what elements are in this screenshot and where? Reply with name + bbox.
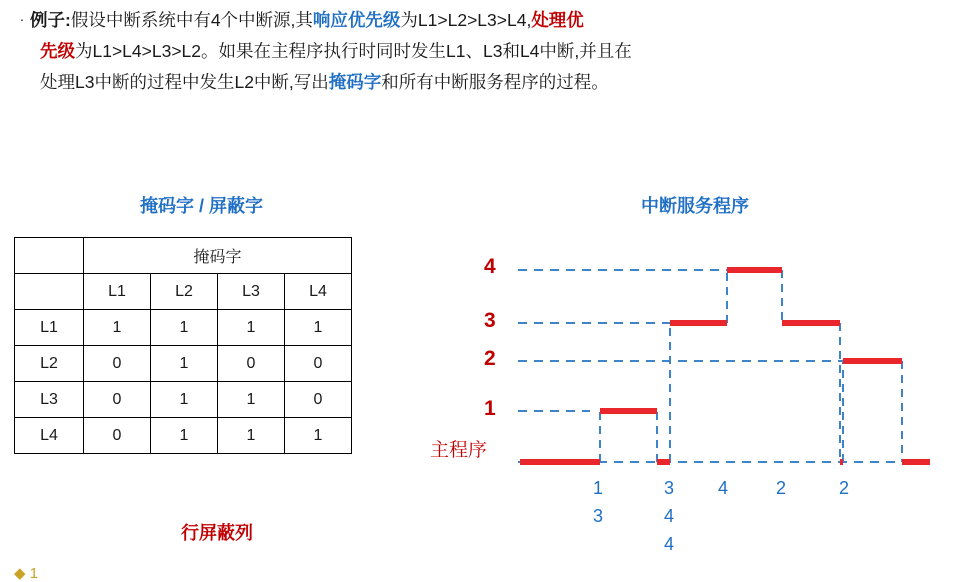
seq-row1-item-2: 3 [664, 478, 675, 498]
mask-table-heading: 掩码字 / 屏蔽字 [140, 196, 264, 216]
mask-word-table [14, 237, 352, 454]
paragraph-seg-1: 假设中断系统中有4个中断源,其 [70, 10, 313, 30]
example-label: 例子: [30, 10, 71, 30]
seq-row1-item-4: 2 [776, 478, 787, 498]
table-row [15, 346, 352, 382]
seq-row3-item-1: 4 [664, 534, 675, 554]
level-guides [518, 270, 930, 462]
cell-l2-l2: 1 [151, 346, 218, 382]
table-corner-cell-2 [15, 274, 84, 310]
col-header-l2: L2 [151, 274, 218, 310]
cell-l3-l3: 1 [218, 382, 285, 418]
table-row [15, 382, 352, 418]
highlight-processing-priority-a: 处理优 [531, 10, 584, 30]
paragraph-seg-3: 为L1>L4>L3>L2。如果在主程序执行时同时发生L1、L3和L4中断,并且在 [75, 41, 632, 61]
bottom-bullet: ◆ 1 [14, 565, 39, 582]
cell-l2-l4: 0 [285, 346, 352, 382]
table-row [15, 310, 352, 346]
seq-row1-item-5: 2 [839, 478, 850, 498]
level-label-4: 4 [484, 255, 496, 278]
highlight-response-priority: 响应优先级 [312, 10, 401, 30]
highlight-mask-word: 掩码字 [328, 72, 382, 92]
paragraph-seg-2: 为L1>L2>L3>L4, [400, 10, 532, 30]
row-header-l1: L1 [15, 310, 84, 346]
cell-l4-l3: 1 [218, 418, 285, 454]
transition-guides [600, 270, 902, 462]
row-header-l4: L4 [15, 418, 84, 454]
cell-l3-l4: 0 [285, 382, 352, 418]
paragraph-seg-5: 和所有中断服务程序的过程。 [381, 72, 609, 92]
cell-l4-l2: 1 [151, 418, 218, 454]
table-row [15, 238, 352, 274]
main-program-label: 主程序 [430, 440, 488, 461]
seq-row2-item-2: 4 [664, 506, 675, 526]
cell-l4-l1: 0 [84, 418, 151, 454]
example-paragraph [14, 4, 944, 98]
cell-l1-l2: 1 [151, 310, 218, 346]
col-header-l1: L1 [84, 274, 151, 310]
isr-diagram-heading: 中断服务程序 [641, 196, 749, 216]
cell-l1-l1: 1 [84, 310, 151, 346]
row-masks-col-label: 行屏蔽列 [181, 523, 253, 543]
cell-l3-l1: 0 [84, 382, 151, 418]
paragraph-seg-4: 处理L3中断的过程中发生L2中断,写出 [40, 72, 329, 92]
highlight-processing-priority-b: 先级 [40, 41, 75, 61]
step-segments [520, 270, 930, 462]
cell-l1-l4: 1 [285, 310, 352, 346]
row-header-l3: L3 [15, 382, 84, 418]
col-header-l4: L4 [285, 274, 352, 310]
seq-row1-item-1: 1 [593, 478, 604, 498]
cell-l1-l3: 1 [218, 310, 285, 346]
seq-row1-item-3: 4 [718, 478, 729, 498]
cell-l3-l2: 1 [151, 382, 218, 418]
col-header-l3: L3 [218, 274, 285, 310]
level-label-3: 3 [484, 309, 496, 332]
table-span-header: 掩码字 [84, 238, 352, 274]
level-label-1: 1 [484, 397, 496, 420]
bullet-icon: · [19, 11, 25, 27]
table-row [15, 418, 352, 454]
table-corner-cell [15, 238, 84, 274]
diagram-svg [430, 230, 950, 510]
seq-row2-item-1: 3 [593, 506, 604, 526]
cell-l2-l3: 0 [218, 346, 285, 382]
level-label-2: 2 [484, 347, 496, 370]
cell-l2-l1: 0 [84, 346, 151, 382]
table-row [15, 274, 352, 310]
isr-timing-diagram [430, 230, 950, 575]
cell-l4-l4: 1 [285, 418, 352, 454]
row-header-l2: L2 [15, 346, 84, 382]
